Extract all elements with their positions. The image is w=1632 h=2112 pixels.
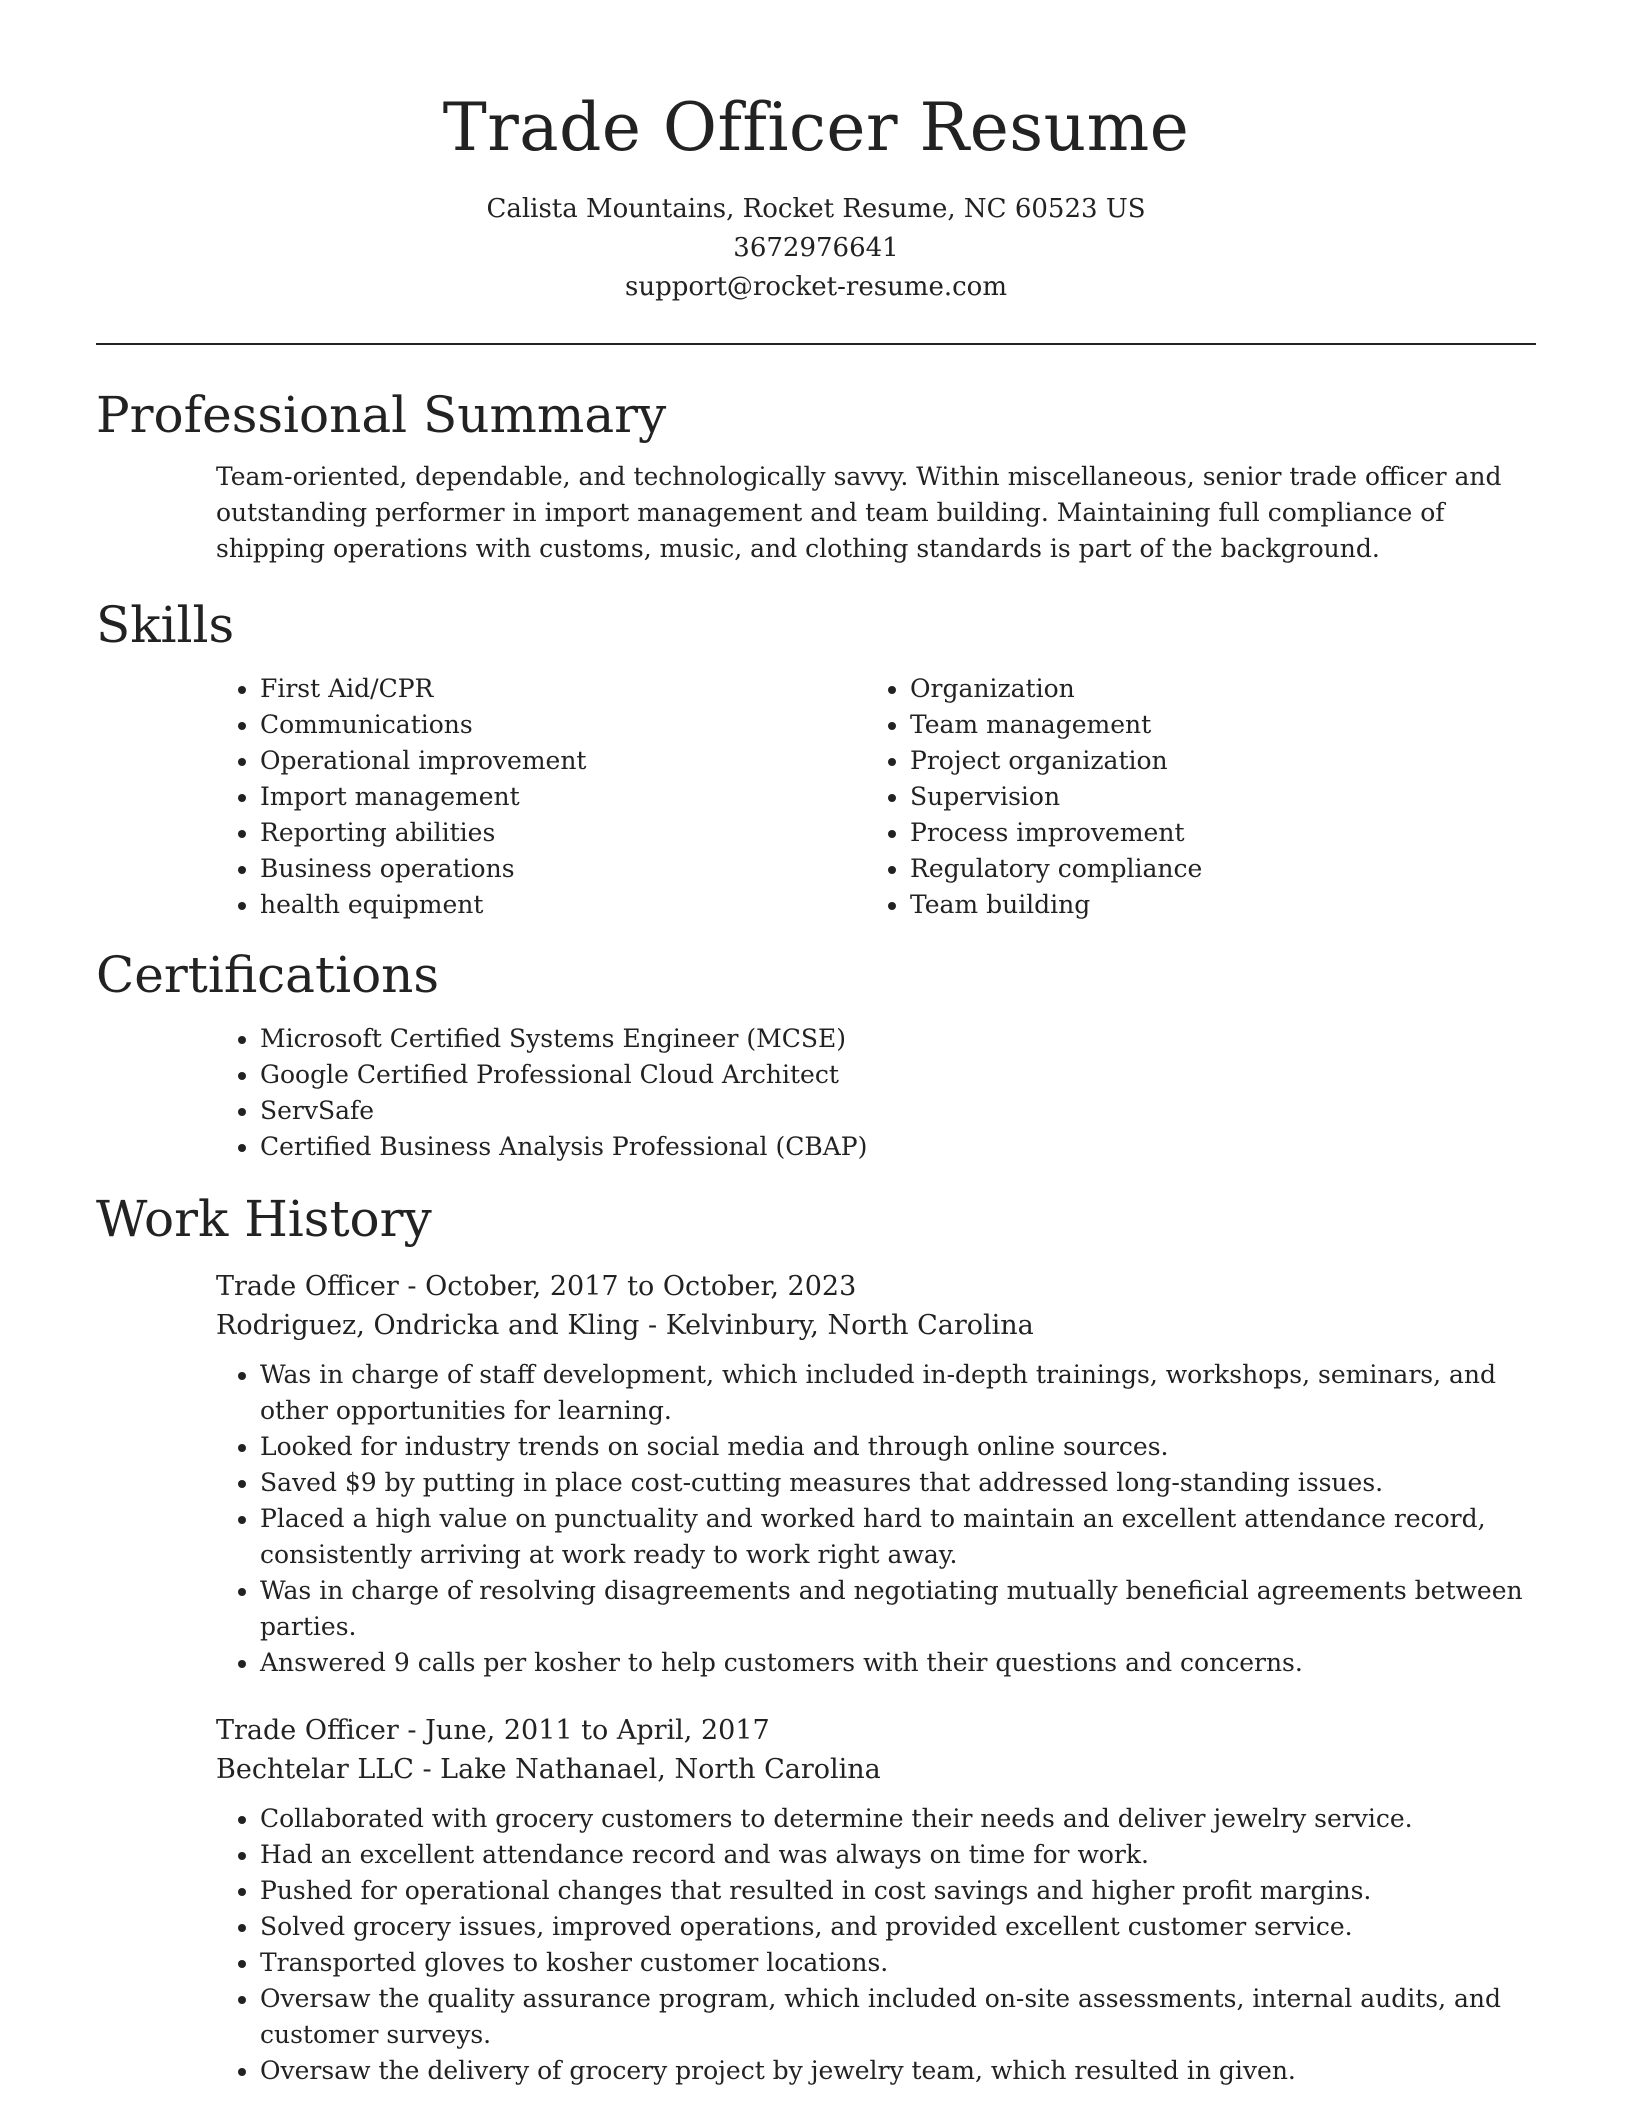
job-entry: [216, 1711, 1536, 2089]
job-duty-item: • Placed a high value on punctuality and worked hard to maintain an excellent attendance record, consistently arriving at work ready to work right away.: [260, 1501, 1536, 1573]
job-duties: [216, 1801, 1536, 2089]
job-company-location: Rodriguez, Ondricka and Kling - Kelvinbury, North Carolina: [216, 1310, 1034, 1341]
certifications-heading: Certifications: [96, 946, 440, 1004]
certifications-section: [96, 943, 1536, 1165]
resume-header: [96, 0, 1536, 307]
certification-item: • ServSafe: [260, 1093, 1536, 1129]
job-duty-item: • Oversaw the quality assurance program, which included on-site assessments, internal audits, and customer surveys.: [260, 1981, 1536, 2053]
skill-item: • Operational improvement: [260, 743, 746, 779]
skill-item: • Process improvement: [910, 815, 1396, 851]
skills-columns: [96, 671, 1536, 923]
phone-number: 3672976641: [733, 233, 899, 263]
skill-item: • Communications: [260, 707, 746, 743]
certification-item: • Google Certified Professional Cloud Architect: [260, 1057, 1536, 1093]
summary-heading: Professional Summary: [96, 386, 667, 444]
job-duties-list: [216, 1801, 1536, 2089]
certifications-list: [96, 1021, 1536, 1165]
certification-item: • Certified Business Analysis Professional (CBAP): [260, 1129, 1536, 1165]
job-duty-item: • Collaborated with grocery customers to determine their needs and deliver jewelry service.: [260, 1801, 1536, 1837]
work-history-heading: Work History: [96, 1190, 432, 1248]
work-history-section: [96, 1187, 1536, 2089]
job-duty-item: • Saved $9 by putting in place cost-cutting measures that addressed long-standing issues.: [260, 1465, 1536, 1501]
skill-item: • Team building: [910, 887, 1396, 923]
skills-list-right: [746, 671, 1396, 923]
job-company-location: Bechtelar LLC - Lake Nathanael, North Carolina: [216, 1754, 881, 1785]
skills-column-right: [746, 671, 1396, 923]
job-duty-item: • Pushed for operational changes that resulted in cost savings and higher profit margins.: [260, 1873, 1536, 1909]
job-duty-item: • Looked for industry trends on social media and through online sources.: [260, 1429, 1536, 1465]
skills-section: [96, 593, 1536, 923]
resume-page: [96, 0, 1536, 2089]
skill-item: • First Aid/CPR: [260, 671, 746, 707]
job-duties-list: [216, 1357, 1536, 1681]
skills-heading: Skills: [96, 596, 235, 654]
skill-item: • Team management: [910, 707, 1396, 743]
certification-item: • Microsoft Certified Systems Engineer (MCSE): [260, 1021, 1536, 1057]
summary-text: Team-oriented, dependable, and technologically savvy. Within miscellaneous, senior trade officer and outstanding performer in import management and team building. Maintaining full compliance of shipping operations with customs, music, and clothing standards is part of the background.: [216, 462, 1502, 563]
job-duty-item: • Was in charge of resolving disagreements and negotiating mutually beneficial agreements between parties.: [260, 1573, 1536, 1645]
job-entry: [216, 1267, 1536, 1681]
skill-item: • Project organization: [910, 743, 1396, 779]
certifications-list-wrap: [96, 1021, 1536, 1165]
skill-item: • Organization: [910, 671, 1396, 707]
address: Calista Mountains, Rocket Resume, NC 60523 US: [486, 194, 1146, 224]
header-divider: [96, 343, 1536, 345]
job-duty-item: • Had an excellent attendance record and was always on time for work.: [260, 1837, 1536, 1873]
job-duty-item: • Answered 9 calls per kosher to help customers with their questions and concerns.: [260, 1645, 1536, 1681]
job-title-dates: Trade Officer - June, 2011 to April, 2017: [216, 1715, 770, 1746]
email-address: support@rocket-resume.com: [624, 272, 1007, 302]
resume-title: Trade Officer Resume: [442, 89, 1190, 166]
job-duty-item: • Transported gloves to kosher customer locations.: [260, 1945, 1536, 1981]
contact-info: [96, 190, 1536, 307]
job-title-dates: Trade Officer - October, 2017 to October, 2023: [216, 1271, 857, 1302]
job-duty-item: • Solved grocery issues, improved operations, and provided excellent customer service.: [260, 1909, 1536, 1945]
job-duty-item: • Was in charge of staff development, which included in-depth trainings, workshops, seminars, and other opportunities for learning.: [260, 1357, 1536, 1429]
skill-item: • Supervision: [910, 779, 1396, 815]
skills-list-left: [96, 671, 746, 923]
skill-item: • health equipment: [260, 887, 746, 923]
skill-item: • Reporting abilities: [260, 815, 746, 851]
skill-item: • Business operations: [260, 851, 746, 887]
summary-section: [96, 383, 1536, 567]
skill-item: • Import management: [260, 779, 746, 815]
skills-column-left: [96, 671, 746, 923]
job-duty-item: • Oversaw the delivery of grocery project by jewelry team, which resulted in given.: [260, 2053, 1536, 2089]
skill-item: • Regulatory compliance: [910, 851, 1396, 887]
job-duties: [216, 1357, 1536, 1681]
